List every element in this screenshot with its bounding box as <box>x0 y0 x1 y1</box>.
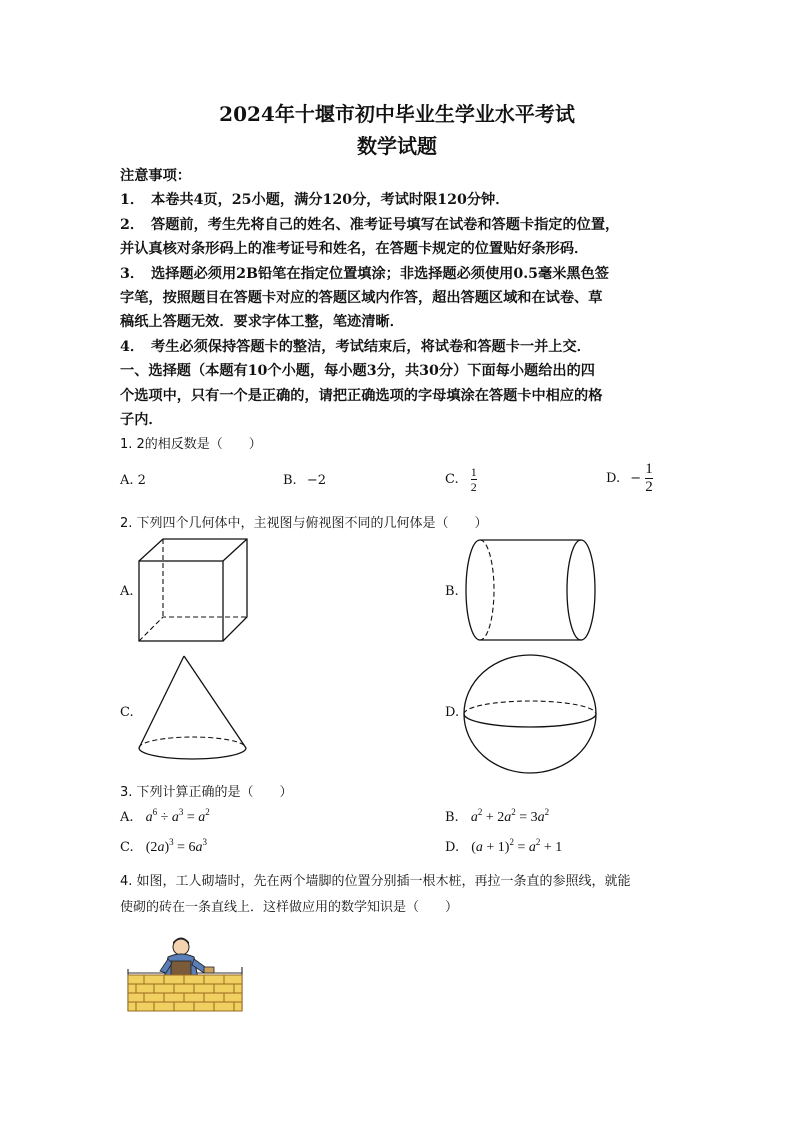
q1-c-fraction <box>471 466 477 493</box>
q1-d-den: 2 <box>645 479 653 495</box>
note-3-line-3: 稿纸上答题无效．要求字体工整，笔迹清晰． <box>120 314 404 330</box>
q1-d-num: 1 <box>645 461 653 477</box>
q1-d-fraction <box>645 462 653 495</box>
q1-stem: 1. 2的相反数是（ ） <box>120 437 262 452</box>
q1-option-a <box>120 473 146 488</box>
cone-figure <box>137 654 249 764</box>
q1-a-value: 2 <box>137 473 146 488</box>
q2-c-label: C. <box>120 705 134 720</box>
q3-d-expr: $(a + 1)^2 = a^2 + 1$ <box>471 837 563 855</box>
section1-line-3: 子内． <box>120 412 163 428</box>
note-2-line-2: 并认真核对条形码上的准考证号和姓名，在答题卡规定的位置贴好条形码． <box>120 241 589 257</box>
exam-subtitle: 数学试题 <box>357 134 437 158</box>
q3-option-b <box>445 807 550 826</box>
note-1-line-1: 本卷共4页，25小题，满分120分，考试时限120分钟． <box>151 192 510 208</box>
q2-a-label: A. <box>120 584 134 599</box>
q3-b-label: B. <box>445 810 459 825</box>
note-2-line-1: 答题前，考生先将自己的姓名、准考证号填写在试卷和答题卡指定的位置， <box>151 217 620 233</box>
cube-figure <box>137 537 249 643</box>
note-1-num: 1． <box>120 192 145 208</box>
q1-option-b <box>283 473 326 488</box>
note-4-num: 4． <box>120 339 145 355</box>
q1-option-c <box>445 466 477 493</box>
q3-c-expr: $(2a)^3 = 6a^3$ <box>145 837 208 855</box>
q2-b-label: B. <box>445 584 459 599</box>
q1-b-value: −2 <box>306 473 326 488</box>
section1-line-1: 一、选择题（本题有10个小题，每小题3分，共30分）下面每小题给出的四 <box>120 363 595 379</box>
q3-c-label: C. <box>120 840 134 855</box>
q4-stem-line-1: 4. 如图，工人砌墙时，先在两个墙脚的位置分别插一根木桩，再拉一条直的参照线，就能 <box>120 874 631 889</box>
q2-stem: 2. 下列四个几何体中，主视图与俯视图不同的几何体是（ ） <box>120 516 488 531</box>
q4-stem-line-2: 使砌的砖在一条直线上．这样做应用的数学知识是（ ） <box>120 900 459 915</box>
cylinder-figure <box>464 538 598 644</box>
note-3-num: 3． <box>120 266 145 282</box>
q1-c-den: 2 <box>470 480 477 494</box>
q3-option-c <box>120 837 208 856</box>
sphere-figure <box>462 653 598 775</box>
q1-d-label: D. <box>606 471 621 486</box>
note-3-line-2: 字笔，按照题目在答题卡对应的答题区域内作答，超出答题区域和在试卷、草 <box>120 290 603 306</box>
notes-heading: 注意事项： <box>120 168 191 184</box>
q3-d-label: D. <box>445 840 460 855</box>
exam-title: 2024年十堰市初中毕业生学业水平考试 <box>219 102 575 126</box>
q1-a-label: A. <box>120 473 134 488</box>
q1-option-d <box>606 462 653 495</box>
q1-b-label: B. <box>283 473 297 488</box>
q3-b-expr: $a^2 + 2a^2 = 3a^2$ <box>470 807 550 825</box>
q3-a-label: A. <box>120 810 134 825</box>
q1-c-label: C. <box>445 472 459 487</box>
note-3-line-1: 选择题必须用2B铅笔在指定位置填涂；非选择题必须使用0.5毫米黑色签 <box>151 266 609 282</box>
q1-d-sign: − <box>630 471 642 486</box>
q2-d-label: D. <box>445 705 460 720</box>
q3-option-d <box>445 837 563 856</box>
q3-a-expr: $a^6 \div a^3 = a^2$ <box>145 807 210 825</box>
bricklayer-illustration <box>124 935 264 1015</box>
note-4-line-1: 考生必须保持答题卡的整洁，考试结束后，将试卷和答题卡一并上交． <box>151 339 591 355</box>
note-2-num: 2． <box>120 217 145 233</box>
section1-line-2: 个选项中，只有一个是正确的，请把正确选项的字母填涂在答题卡中相应的格 <box>120 388 603 404</box>
q3-stem: 3. 下列计算正确的是（ ） <box>120 785 293 800</box>
q1-c-num: 1 <box>470 465 477 479</box>
q3-option-a <box>120 807 210 826</box>
